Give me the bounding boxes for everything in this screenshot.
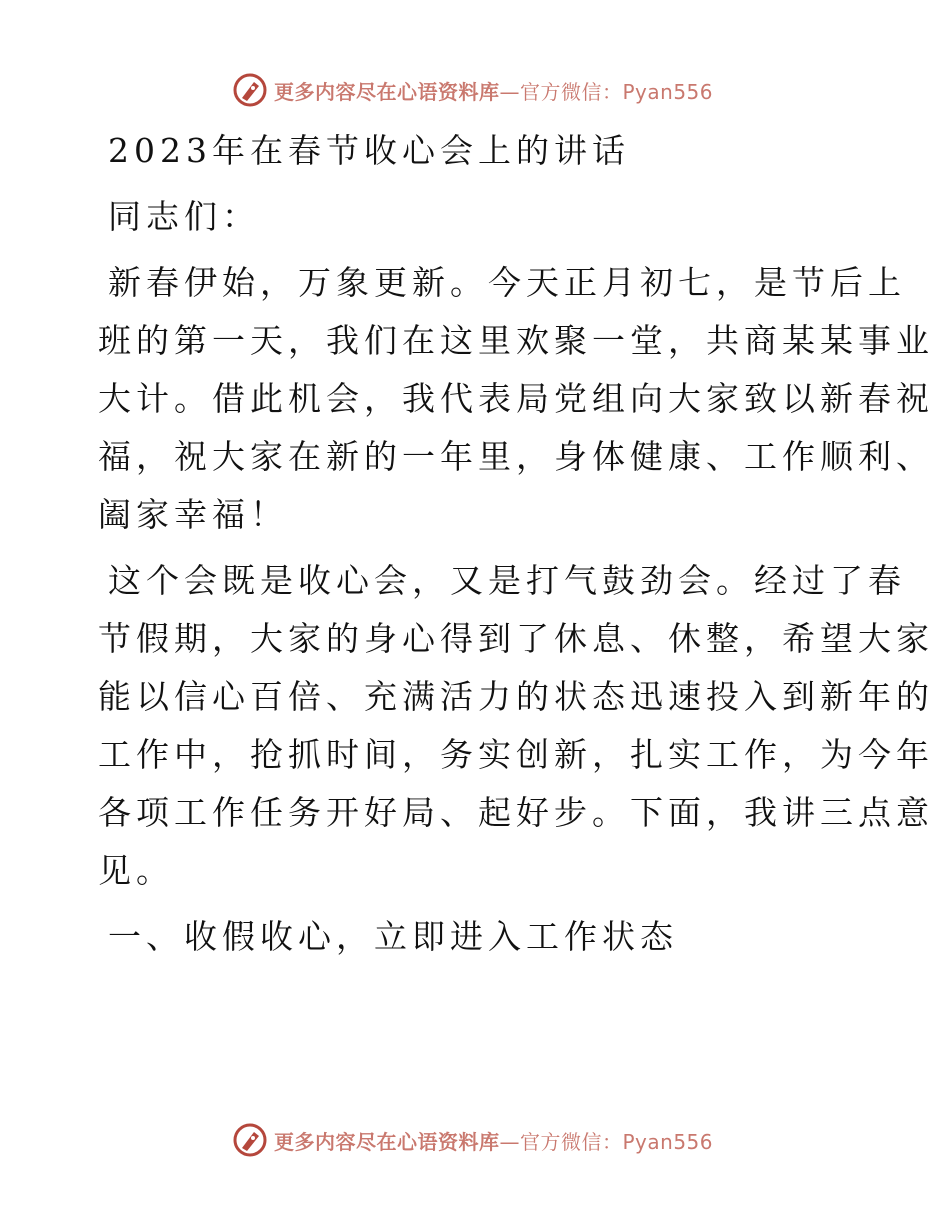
- watermark-brand: 更多内容尽在心语资料库: [274, 79, 500, 104]
- paragraph-line: 工作中，抢抓时间，务实创新，扎实工作，为今年: [98, 735, 934, 774]
- footer-watermark: [232, 1120, 713, 1160]
- watermark-dash: —: [499, 1129, 520, 1154]
- salutation: 同志们：: [108, 197, 260, 236]
- header-watermark: [232, 70, 713, 110]
- watermark-suffix: 官方微信：Pyan556: [520, 79, 714, 104]
- document-body: [98, 122, 934, 966]
- watermark-dash: —: [499, 79, 520, 104]
- pen-nib-logo-icon: [232, 72, 268, 108]
- paragraph-line: 大计。借此机会，我代表局党组向大家致以新春祝: [98, 379, 934, 418]
- paragraph-line: 福，祝大家在新的一年里，身体健康、工作顺利、: [98, 437, 934, 476]
- paragraph-line: 班的第一天，我们在这里欢聚一堂，共商某某事业: [98, 321, 934, 360]
- paragraph-line: 阖家幸福！: [98, 495, 288, 534]
- watermark-text: [274, 76, 713, 105]
- paragraph-1: [98, 254, 934, 544]
- paragraph-2: [98, 552, 934, 900]
- section-heading: 一、收假收心，立即进入工作状态: [108, 917, 678, 956]
- document-title: 2023年在春节收心会上的讲话: [108, 131, 630, 170]
- paragraph-line: 见。: [98, 851, 174, 890]
- watermark-suffix: 官方微信：Pyan556: [520, 1129, 714, 1154]
- paragraph-line: 各项工作任务开好局、起好步。下面，我讲三点意: [98, 793, 934, 832]
- watermark-text: [274, 1126, 713, 1155]
- paragraph-line: 能以信心百倍、充满活力的状态迅速投入到新年的: [98, 677, 934, 716]
- watermark-brand: 更多内容尽在心语资料库: [274, 1129, 500, 1154]
- pen-nib-logo-icon: [232, 1122, 268, 1158]
- paragraph-line: 节假期，大家的身心得到了休息、休整，希望大家: [98, 619, 934, 658]
- paragraph-line: 新春伊始，万象更新。今天正月初七，是节后上: [108, 263, 906, 302]
- paragraph-line: 这个会既是收心会，又是打气鼓劲会。经过了春: [108, 561, 906, 600]
